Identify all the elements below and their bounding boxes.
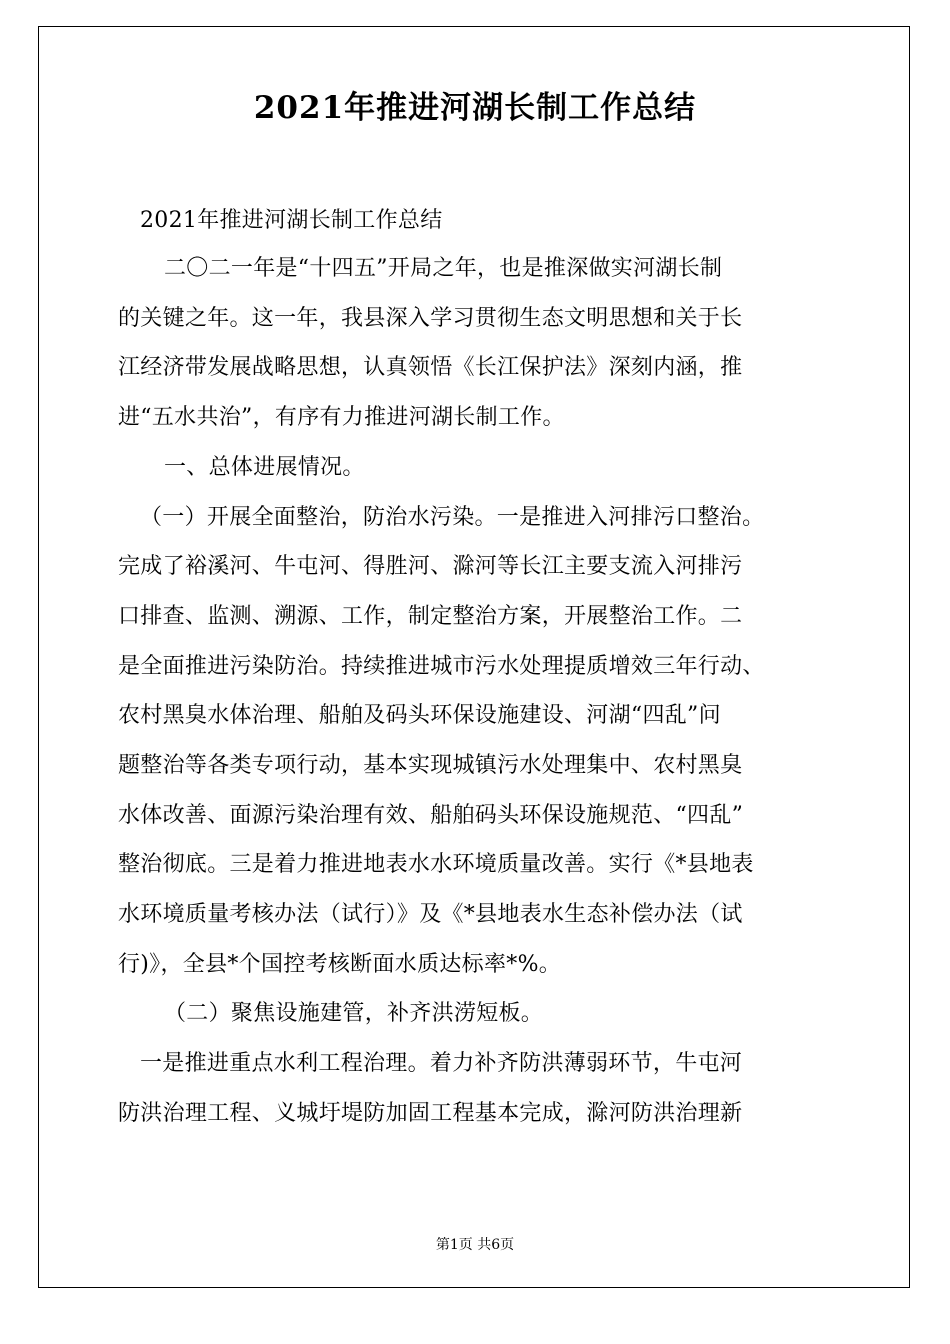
line-6: 一、总体进展情况。 — [164, 455, 365, 480]
line-19: 防洪治理工程、义城圩堤防加固工程基本完成，滁河防洪治理新 — [118, 1101, 743, 1126]
line-7: （一）开展全面整治，防治水污染。一是推进入河排污口整治。 — [140, 505, 765, 530]
line-4: 江经济带发展战略思想，认真领悟《长江保护法》深刻内涵，推 — [118, 355, 743, 380]
line-11: 农村黑臭水体治理、船舶及码头环保设施建设、河湖“四乱”问 — [118, 703, 721, 728]
line-9: 口排查、监测、溯源、工作，制定整治方案，开展整治工作。二 — [118, 604, 743, 629]
document-title: 2021年推进河湖长制工作总结 — [253, 90, 697, 126]
line-15: 水环境质量考核办法（试行）》及《*县地表水生态补偿办法（试 — [118, 902, 743, 927]
line-10: 是全面推进污染防治。持续推进城市污水处理提质增效三年行动、 — [118, 654, 765, 679]
line-1: 2021年推进河湖长制工作总结 — [140, 208, 443, 233]
line-17: （二）聚焦设施建管，补齐洪涝短板。 — [164, 1001, 544, 1026]
line-16: 行)》，全县*个国控考核断面水质达标率*%。 — [118, 952, 562, 977]
line-8: 完成了裕溪河、牛屯河、得胜河、滁河等长江主要支流入河排污 — [118, 554, 743, 579]
line-5: 进“五水共治”，有序有力推进河湖长制工作。 — [118, 405, 565, 430]
page-footer: 第1页 共6页 — [435, 1237, 515, 1253]
line-12: 题整治等各类专项行动，基本实现城镇污水处理集中、农村黑臭 — [118, 753, 743, 778]
line-18: 一是推进重点水利工程治理。着力补齐防洪薄弱环节，牛屯河 — [140, 1051, 743, 1076]
line-2: 二〇二一年是“十四五”开局之年，也是推深做实河湖长制 — [164, 256, 723, 281]
line-3: 的关键之年。这一年，我县深入学习贯彻生态文明思想和关于长 — [118, 306, 743, 331]
line-14: 整治彻底。三是着力推进地表水水环境质量改善。实行《*县地表 — [118, 852, 754, 877]
line-13: 水体改善、面源污染治理有效、船舶码头环保设施规范、“四乱” — [118, 803, 744, 828]
